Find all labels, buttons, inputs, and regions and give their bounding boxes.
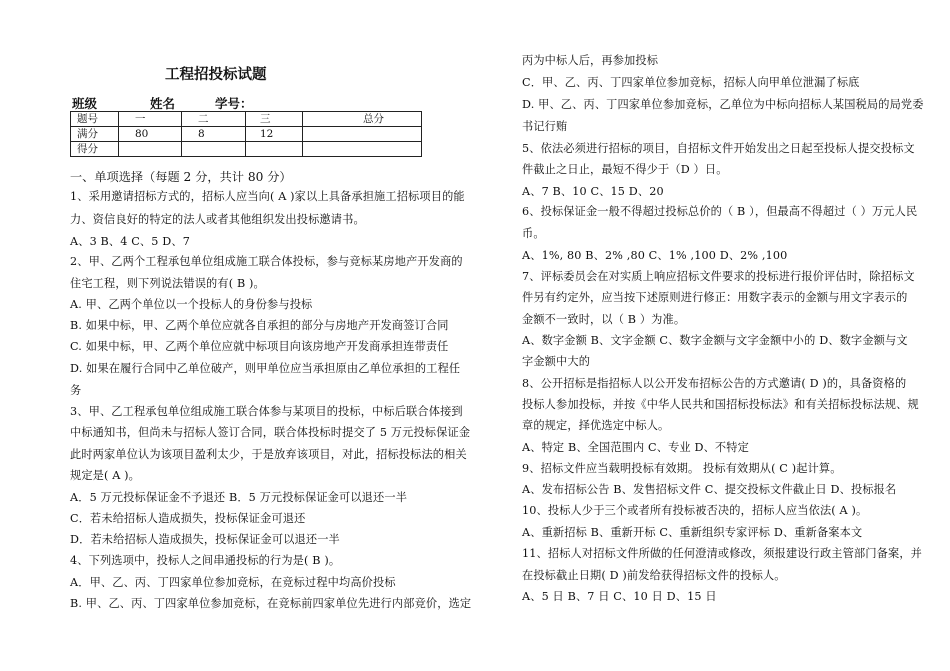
text-line: 件截止之日止，最短不得少于（D ）日。 [522,163,728,176]
table-cell: 一 [119,112,182,127]
text-line: 7、评标委员会在对实质上响应招标文件要求的投标进行报价评估时，除招标文 [522,270,915,283]
text-line: 在投标截止日期( D )前发给获得招标文件的投标人。 [522,569,786,582]
table-cell [303,127,422,142]
text-line: A. 甲、乙两个单位以一个投标人的身份参与投标 [70,298,313,311]
table-cell: 二 [182,112,246,127]
text-line: C．若未给招标人造成损失，投标保证金可退还 [70,512,306,525]
text-line: 币。 [522,227,545,240]
text-line: 规定是( A )。 [70,469,141,482]
score-table-row [71,112,422,127]
text-line: 住宅工程，则下列说法错误的有( B )。 [70,277,265,290]
text-line: 件另有约定外，应当按下述原则进行修正：用数字表示的金额与用文字表示的 [522,291,908,304]
text-line: A、3 B、4 C、5 D、7 [70,235,190,248]
text-line: 3、甲、乙工程承包单位组成施工联合体参与某项目的投标，中标后联合体接到 [70,405,463,418]
text-line: 8、公开招标是指招标人以公开发布招标公告的方式邀请( D )的，具备资格的 [522,377,907,390]
text-line: D．若未给招标人造成损失，投标保证金可以退还一半 [70,533,340,546]
text-line: 中标通知书，但尚未与招标人签订合同，联合体投标时提交了 5 万元投标保证金 [70,426,471,439]
text-line: 1、采用邀请招标方式的，招标人应当向( A )家以上具备承担施工招标项目的能 [70,190,465,203]
table-cell: 12 [246,127,303,142]
text-line: A、数字金额 B、文字金额 C、数字金额与文字金额中小的 D、数字金额与文 [522,334,908,347]
text-line: A、5 日 B、7 日 C、10 日 D、15 日 [522,590,717,603]
table-cell [246,142,303,157]
name-label: 姓名 [150,96,176,111]
text-line: A．5 万元投标保证金不予退还 B．5 万元投标保证金可以退还一半 [70,491,408,504]
text-line: 2、甲、乙两个工程承包单位组成施工联合体投标，参与竞标某房地产开发商的 [70,255,463,268]
text-line: 章的规定，择优选定中标人。 [522,419,670,432]
score-table-row [71,127,422,142]
table-cell: 三 [246,112,303,127]
text-line: 11、招标人对招标文件所做的任何澄清或修改，须报建设行政主管部门备案，并 [522,547,923,560]
table-cell [119,142,182,157]
text-line: 力、资信良好的特定的法人或者其他组织发出投标邀请书。 [70,213,365,226]
text-line: B. 甲、乙、丙、丁四家单位参加竞标，在竞标前四家单位先进行内部竞价，选定 [70,597,472,610]
text-line: 10、投标人少于三个或者所有投标被否决的，招标人应当依法( A )。 [522,504,868,517]
text-line: D. 甲、乙、丙、丁四家单位参加竞标，乙单位为中标向招标人某国税局的局党委 [522,98,924,111]
text-line: 4、下列选项中，投标人之间串通投标的行为是( B )。 [70,554,341,567]
text-line: 务 [70,384,82,397]
text-line: 投标人参加投标，并按《中华人民共和国招标投标法》和有关招标投标法规、规 [522,398,919,411]
table-cell [182,142,246,157]
table-cell: 得分 [71,142,119,157]
page-title: 工程招投标试题 [165,66,267,83]
score-table [70,111,422,157]
text-line: C．甲、乙、丙、丁四家单位参加竞标，招标人向甲单位泄漏了标底 [522,76,860,89]
text-line: B. 如果中标，甲、乙两个单位应就各自承担的部分与房地产开发商签订合同 [70,319,449,332]
student-id-label: 学号： [215,96,253,111]
text-line: 5、依法必须进行招标的项目，自招标文件开始发出之日起至投标人提交投标文 [522,142,915,155]
text-line: 9、招标文件应当载明投标有效期。 投标有效期从( C )起计算。 [522,462,842,475]
text-line: 丙为中标人后，再参加投标 [522,54,659,67]
text-line: 6、投标保证金一般不得超过投标总价的（ B ），但最高不得超过（ ）万元人民 [522,205,918,218]
text-line: A、1%, 80 B、2% ,80 C、1% ,100 D、2% ,100 [522,249,788,262]
table-cell: 题号 [71,112,119,127]
text-line: A、特定 B、全国范围内 C、专业 D、不特定 [522,441,749,454]
text-line: A、重新招标 B、重新开标 C、重新组织专家评标 D、重新备案本文 [522,526,863,539]
table-cell: 8 [182,127,246,142]
class-label: 班级 [72,96,98,111]
text-line: 此时两家单位认为该项目盈利太少，于是放弃该项目，对此，招标投标法的相关 [70,448,467,461]
score-table-row [71,142,422,157]
text-line: 金额不一致时，以（ B ）为准。 [522,313,686,326]
table-cell: 总分 [303,112,422,127]
text-line: 书记行贿 [522,120,568,133]
text-line: A．甲、乙、丙、丁四家单位参加竞标，在竞标过程中均高价投标 [70,576,396,589]
text-line: A、7 B、10 C、15 D、20 [522,185,664,198]
table-cell: 80 [119,127,182,142]
section-heading: 一、单项选择（每题 2 分，共计 80 分） [70,170,292,184]
table-cell [303,142,422,157]
text-line: 字金额中大的 [522,355,591,368]
table-cell: 满分 [71,127,119,142]
text-line: A、发布招标公告 B、发售招标文件 C、提交投标文件截止日 D、投标报名 [522,483,897,496]
text-line: D. 如果在履行合同中乙单位破产，则甲单位应当承担原由乙单位承担的工程任 [70,362,461,375]
text-line: C. 如果中标，甲、乙两个单位应就中标项目向该房地产开发商承担连带责任 [70,340,449,353]
